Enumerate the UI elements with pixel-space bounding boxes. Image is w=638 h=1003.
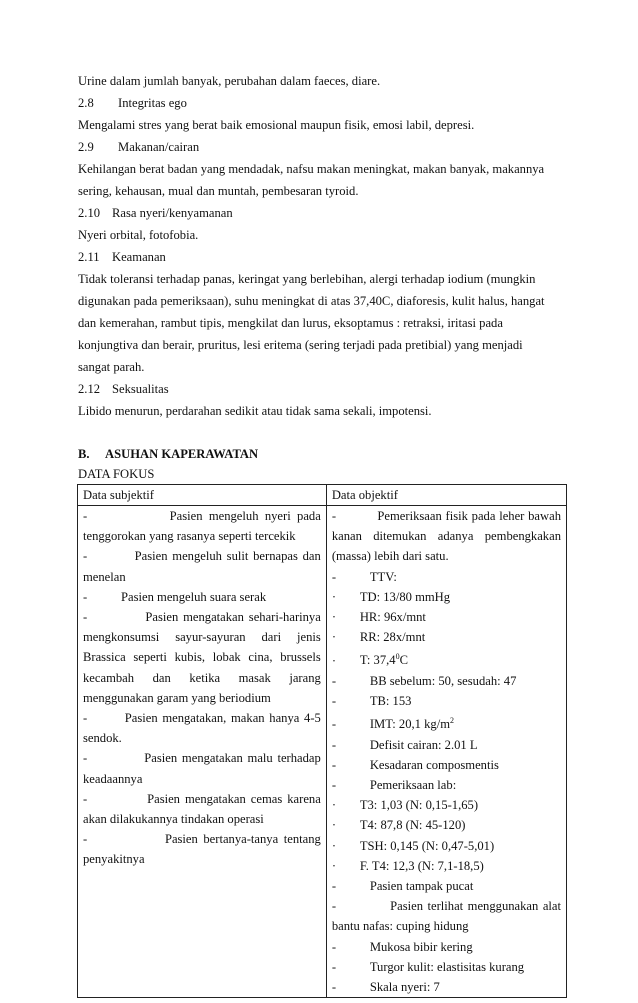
section-title: Rasa nyeri/kenyamanan xyxy=(112,206,233,220)
dash-marker: - xyxy=(331,717,337,732)
subjective-item xyxy=(83,607,321,627)
item-text: F. T4: 12,3 (N: 7,1-18,5) xyxy=(359,858,484,873)
data-fokus-label: DATA FOKUS xyxy=(78,467,155,481)
item-text: Turgor kulit: elastisitas kurang xyxy=(369,959,525,974)
section-2-8-text: Mengalami stres yang berat baik emosional maupun fisik, emosi labil, depresi. xyxy=(78,118,475,132)
dash-marker: - xyxy=(331,959,337,974)
objective-item-cont: kanan ditemukan adanya pembengkakan xyxy=(331,529,561,544)
dash-marker: - xyxy=(331,694,337,709)
subjective-item-cont: penyakitnya xyxy=(83,852,145,867)
subjective-item-cont: Brassica seperti kubis, lobak cina, brussels xyxy=(83,650,321,665)
dash-marker: - xyxy=(331,939,337,954)
dash-marker: - xyxy=(331,569,337,584)
item-text: Defisit cairan: 2.01 L xyxy=(369,737,478,752)
item-text: HR: 96x/mnt xyxy=(359,610,426,625)
section-2-11-text: Tidak toleransi terhadap panas, keringat yang berlebihan, alergi terhadap iodium (mungkin xyxy=(78,272,536,286)
section-number: 2.8 xyxy=(78,96,94,110)
subjective-item-cont: mengkonsumsi sayur-sayuran dari jenis xyxy=(83,630,321,645)
subjective-item xyxy=(83,708,321,728)
bullet-marker: · xyxy=(331,630,337,645)
item-text: Pasien terlihat menggunakan alat xyxy=(390,899,561,914)
item-text: T4: 87,8 (N: 45-120) xyxy=(359,818,466,833)
bullet-marker: · xyxy=(331,798,337,813)
section-2-10-heading xyxy=(78,202,568,224)
item-text: Mukosa bibir kering xyxy=(369,939,473,954)
objective-item xyxy=(332,937,561,957)
section-number: 2.12 xyxy=(78,382,101,396)
item-text: T3: 1,03 (N: 0,15-1,65) xyxy=(359,798,479,813)
dash-marker: - xyxy=(83,832,88,847)
dash-marker: - xyxy=(331,673,337,688)
item-text: Pemeriksaan lab: xyxy=(369,778,457,793)
ttv-item xyxy=(332,647,561,670)
dash-marker: - xyxy=(83,549,88,564)
bullet-marker: · xyxy=(331,858,337,873)
dash-marker: - xyxy=(331,980,337,995)
subjective-item xyxy=(83,789,321,809)
dash-marker: - xyxy=(331,778,337,793)
section-2-12-text: Libido menurun, perdarahan sedikit atau tidak sama sekali, impotensi. xyxy=(78,404,432,418)
subjective-item-cont: keadaannya xyxy=(83,771,143,786)
subjective-item xyxy=(83,829,321,849)
heading-asuhan-keperawatan xyxy=(78,444,568,464)
subjective-item-cont: sendok. xyxy=(83,731,122,746)
section-2-11-text: sangat parah. xyxy=(78,360,145,374)
item-text: RR: 28x/mnt xyxy=(359,630,426,645)
dash-marker: - xyxy=(83,509,88,523)
subjective-item-cont: kecambah dan ketika masak jarang xyxy=(83,670,321,685)
dash-marker: - xyxy=(331,879,337,894)
table-header-row xyxy=(78,485,567,506)
item-text: Pasien mengeluh suara serak xyxy=(121,589,267,604)
objective-item xyxy=(332,567,561,587)
section-2-12-heading xyxy=(78,378,568,400)
section-number: 2.10 xyxy=(78,206,101,220)
section-2-9-text: Kehilangan berat badan yang mendadak, nafsu makan meningkat, makan banyak, makannya xyxy=(78,162,545,176)
dash-marker: - xyxy=(83,589,88,604)
ttv-item xyxy=(332,627,561,647)
objective-item xyxy=(332,735,561,755)
subjective-item xyxy=(83,748,321,768)
item-text: Pasien mengeluh nyeri pada xyxy=(169,509,321,523)
col-header-objective: Data objektif xyxy=(326,485,566,506)
item-text: BB sebelum: 50, sesudah: 47 xyxy=(369,673,517,688)
subjective-item-cont: akan dilakukannya tindakan operasi xyxy=(83,812,264,827)
item-text: TB: 153 xyxy=(369,694,412,709)
item-text: T: 37,4 xyxy=(359,653,396,668)
section-title: Makanan/cairan xyxy=(118,140,200,154)
objective-item xyxy=(332,755,561,775)
section-2-10-text: Nyeri orbital, fotofobia. xyxy=(78,228,199,242)
section-2-8-heading xyxy=(78,92,568,114)
dash-marker: - xyxy=(331,899,337,914)
col-header-subjective: Data subjektif xyxy=(78,485,327,506)
section-title: Keamanan xyxy=(112,250,166,264)
item-text: IMT: 20,1 kg/m xyxy=(369,717,450,732)
subjective-item xyxy=(83,506,321,526)
item-text: Pasien tampak pucat xyxy=(369,879,474,894)
dash-marker: - xyxy=(83,610,88,625)
objective-item xyxy=(332,896,561,916)
dash-marker: - xyxy=(83,751,88,766)
objective-item-cont: (massa) lebih dari satu. xyxy=(331,549,449,564)
objective-cell xyxy=(326,506,566,998)
lab-item xyxy=(332,795,561,815)
document-page xyxy=(78,70,568,998)
section-title: Seksualitas xyxy=(112,382,169,396)
section-2-11-heading xyxy=(78,246,568,268)
heading-title: ASUHAN KAPERAWATAN xyxy=(105,447,259,461)
bullet-marker: · xyxy=(331,589,337,604)
dash-marker: - xyxy=(83,791,88,806)
subjective-cell xyxy=(78,506,327,998)
superscript: 2 xyxy=(450,716,454,726)
subjective-item-cont: tenggorokan yang rasanya seperti tercekik xyxy=(83,529,296,544)
data-fokus-table xyxy=(77,484,567,998)
ttv-item xyxy=(332,607,561,627)
bullet-marker: · xyxy=(331,818,337,833)
bullet-marker: · xyxy=(331,838,337,853)
superscript: 0 xyxy=(395,652,400,662)
objective-item xyxy=(332,691,561,711)
objective-item-cont: bantu nafas: cuping hidung xyxy=(331,919,469,934)
item-text: Pasien bertanya-tanya tentang xyxy=(164,832,321,847)
lab-item xyxy=(332,836,561,856)
bullet-marker: · xyxy=(331,653,337,668)
section-2-9-text: sering, kehausan, mual dan muntah, pembesaran tyroid. xyxy=(78,184,359,198)
bullet-marker: · xyxy=(331,610,337,625)
section-number: 2.9 xyxy=(78,140,94,154)
section-2-11-text: dan kemerahan, rambut tipis, mengkilat dan lurus, eksoptamus : retraksi, iritasi pada xyxy=(78,316,503,330)
subjective-item-cont: menggunakan garam yang beriodium xyxy=(83,690,271,705)
ttv-item xyxy=(332,587,561,607)
table-row xyxy=(78,506,567,998)
section-number: 2.11 xyxy=(78,250,100,264)
objective-item xyxy=(332,957,561,977)
item-text: Pemeriksaan fisik pada leher bawah xyxy=(377,509,562,523)
item-text: Pasien mengatakan malu terhadap xyxy=(144,751,321,766)
section-2-9-heading xyxy=(78,136,568,158)
lab-item xyxy=(332,815,561,835)
item-text: Pasien mengeluh sulit bernapas dan xyxy=(134,549,321,564)
dash-marker: - xyxy=(331,737,337,752)
subjective-item-cont: menelan xyxy=(83,569,126,584)
intro-text: Urine dalam jumlah banyak, perubahan dalam faeces, diare. xyxy=(78,74,381,88)
objective-item xyxy=(332,671,561,691)
section-title: Integritas ego xyxy=(118,96,187,110)
dash-marker: - xyxy=(83,711,88,726)
objective-item xyxy=(332,775,561,795)
objective-item xyxy=(332,977,561,997)
lab-item xyxy=(332,856,561,876)
dash-marker: - xyxy=(331,757,337,772)
item-text: Kesadaran composmentis xyxy=(369,757,499,772)
heading-number: B. xyxy=(78,447,90,461)
item-text: Skala nyeri: 7 xyxy=(369,980,440,995)
section-2-11-text: konjungtiva dan berair, pruritus, lesi eritema (sering terjadi pada pretibial) yang menjadi xyxy=(78,338,523,352)
objective-item xyxy=(332,711,561,734)
item-text: Pasien mengatakan sehari-harinya xyxy=(145,610,321,625)
section-2-11-text: digunakan pada pemeriksaan), suhu meningkat di atas 37,40C, diaforesis, kulit halus, hangat xyxy=(78,294,545,308)
item-suffix: C xyxy=(399,653,408,668)
item-text: TSH: 0,145 (N: 0,47-5,01) xyxy=(359,838,495,853)
objective-item xyxy=(332,506,561,526)
item-text: Pasien mengatakan cemas karena xyxy=(147,791,321,806)
item-text: TD: 13/80 mmHg xyxy=(359,589,451,604)
dash-marker: - xyxy=(331,509,337,523)
subjective-item xyxy=(83,587,321,607)
item-text: TTV: xyxy=(369,569,397,584)
subjective-item xyxy=(83,546,321,566)
objective-item xyxy=(332,876,561,896)
item-text: Pasien mengatakan, makan hanya 4-5 xyxy=(124,711,321,726)
